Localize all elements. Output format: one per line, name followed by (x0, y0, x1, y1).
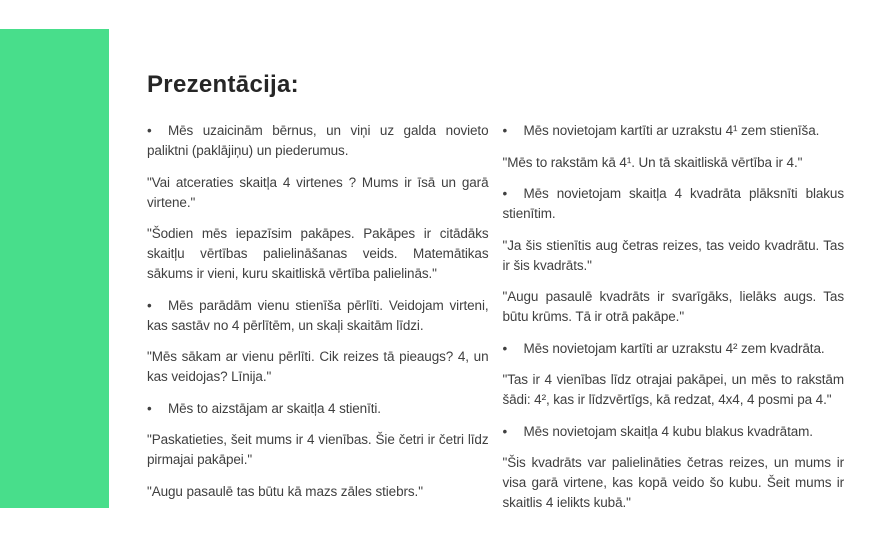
bullet-paragraph: • Mēs novietojam skaitļa 4 kvadrāta plāksnīti blakus stienītim. (502, 186, 844, 221)
right-column (503, 121, 845, 513)
quote-paragraph: "Šodien mēs iepazīsim pakāpes. Pakāpes ir citādāks skaitļu vērtības palielināšanas veids. Matemātikas sākums ir vieni, kuru skaitliskā vērtība palielinās." (147, 226, 489, 281)
bullet-paragraph: • Mēs novietojam kartīti ar uzrakstu 4¹ zem stienīša. (503, 121, 845, 141)
quote-paragraph: "Augu pasaulē tas būtu kā mazs zāles stiebrs." (147, 483, 423, 499)
bullet-paragraph: • Mēs parādām vienu stienīša pērlīti. Veidojam virteni, kas sastāv no 4 pērlītēm, un skaļi skaitām līdzi. (147, 297, 489, 333)
bullet-dot-icon: • (147, 400, 152, 416)
bullet-paragraph: • Mēs uzaicinām bērnus, un viņi uz galda novieto paliktni (paklājiņu) un piederumus. (147, 123, 489, 158)
bullet-dot-icon: • (502, 186, 508, 201)
bullet-dot-icon: • (502, 340, 508, 356)
quote-paragraph: "Mēs to rakstām kā 4¹. Un tā skaitliskā vērtība ir 4." (502, 154, 803, 170)
bullet-paragraph: • Mēs to aizstājam ar skaitļa 4 stienīti. (147, 399, 489, 419)
bullet-paragraph: • Mēs novietojam kartīti ar uzrakstu 4² zem kvadrāta. (503, 339, 845, 359)
quote-paragraph: "Ja šis stienītis aug četras reizes, tas veido kvadrātu. Tas ir šis kvadrāts." (502, 237, 844, 273)
quote-paragraph: "Tas ir 4 vienības līdz otrajai pakāpei, un mēs to rakstām šādi: 4², kas ir līdzvērtīgs, kā redzat, 4x4, 4 posmi pa 4." (502, 372, 844, 407)
quote-paragraph: "Augu pasaulē kvadrāts ir svarīgāks, lielāks augs. Tas būtu krūms. Tā ir otrā pakāpe." (502, 289, 844, 324)
bullet-dot-icon: • (147, 123, 152, 138)
quote-paragraph: "Paskatieties, šeit mums ir 4 vienības. Šie četri ir četri līdz pirmajai pakāpei." (147, 432, 489, 467)
bullet-dot-icon: • (502, 423, 508, 439)
accent-bar (0, 29, 109, 508)
bullet-dot-icon: • (147, 297, 152, 313)
slide-content (147, 70, 844, 513)
quote-paragraph: "Vai atceraties skaitļa 4 virtenes ? Mums ir īsā un garā virtene." (147, 174, 489, 210)
text-columns (147, 121, 844, 513)
quote-paragraph: "Šis kvadrāts var palielināties četras reizes, un mums ir visa garā virtene, kas kopā veido šo kubu. Šeit mums ir skaitlis 4 ielikts kubā." (502, 455, 844, 510)
left-column (147, 121, 489, 513)
bullet-paragraph: • Mēs novietojam skaitļa 4 kubu blakus kvadrātam. (503, 422, 845, 442)
quote-paragraph: "Mēs sākam ar vienu pērlīti. Cik reizes tā pieaugs? 4, un kas veidojas? Līnija." (147, 349, 489, 384)
bullet-dot-icon: • (502, 123, 508, 138)
slide-title: Prezentācija: (147, 71, 299, 98)
